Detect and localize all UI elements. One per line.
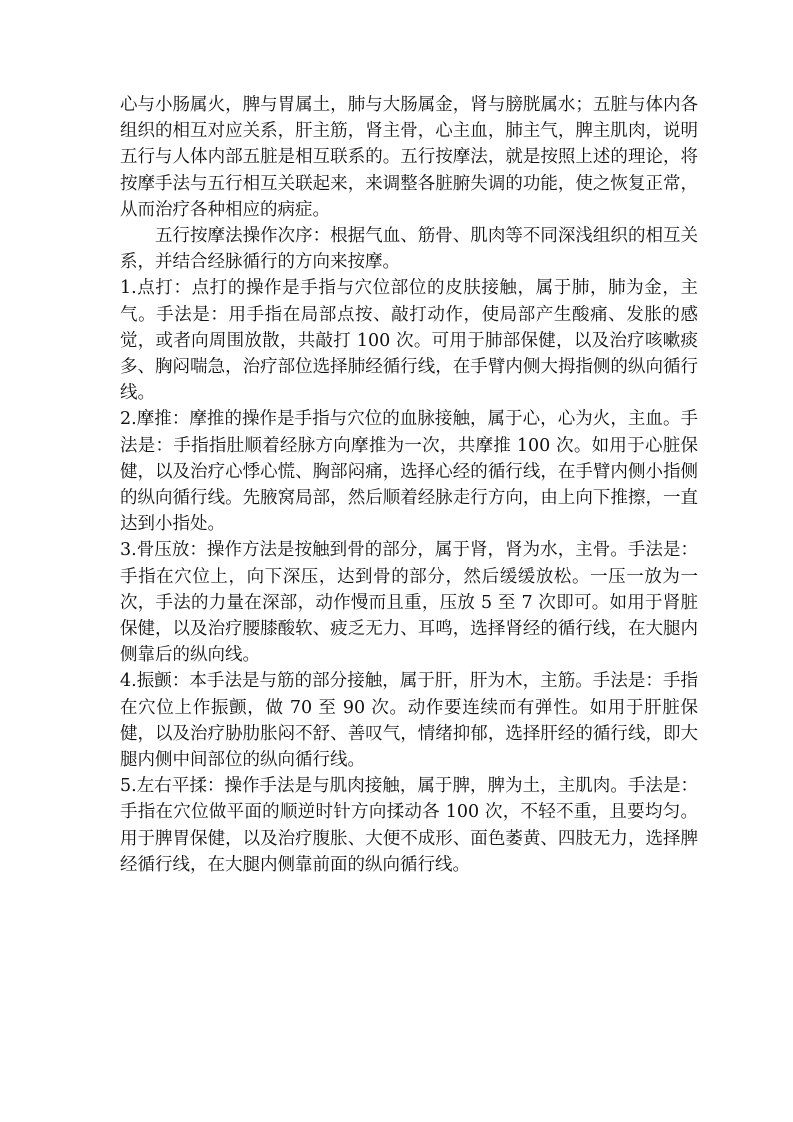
technique-bone-press: 3.骨压放：操作方法是按触到骨的部分，属于肾，肾为水，主骨。手法是：手指在穴位上，向下深压，达到骨的部分，然后缓缓放松。一压一放为一次，手法的力量在深部，动作慢而且重，压放 5 至 7 次即可。如用于肾脏保健，以及治疗腰膝酸软、疲乏无力、耳鸣，选择肾经的循行线，在大腿内侧靠后的纵向线。: [120, 540, 698, 666]
sequence-paragraph: 五行按摩法操作次序：根据气血、筋骨、肌肉等不同深浅组织的相互关系，并结合经脉循行的方向来按摩。: [120, 226, 698, 273]
technique-rub-push: 2.摩推：摩推的操作是手指与穴位的血脉接触，属于心，心为火，主血。手法是：手指指肚顺着经脉方向摩推为一次，共摩推 100 次。如用于心脏保健，以及治疗心悸心慌、胸部闷痛，选择心经的循行线，在手臂内侧小指侧的纵向循行线。先腋窝局部，然后顺着经脉走行方向，由上向下推擦，一直达到小指处。: [120, 409, 698, 535]
document-body: [120, 92, 698, 878]
technique-point-tap: 1.点打：点打的操作是手指与穴位部位的皮肤接触，属于肺，肺为金，主气。手法是：用手指在局部点按、敲打动作，使局部产生酸痛、发胀的感觉，或者向周围放散，共敲打 100 次。可用于肺部保健，以及治疗咳嗽痰多、胸闷喘急，治疗部位选择肺经循行线，在手臂内侧大拇指侧的纵向循行线。: [120, 278, 698, 404]
technique-flat-knead: 5.左右平揉：操作手法是与肌肉接触，属于脾，脾为土，主肌肉。手法是：手指在穴位做平面的顺逆时针方向揉动各 100 次，不轻不重，且要均匀。用于脾胃保健，以及治疗腹胀、大便不成形、面色萎黄、四肢无力，选择脾经循行线，在大腿内侧靠前面的纵向循行线。: [120, 776, 698, 875]
technique-vibrate: 4.振颤：本手法是与筋的部分接触，属于肝，肝为木，主筋。手法是：手指在穴位上作振颤，做 70 至 90 次。动作要连续而有弹性。如用于肝脏保健，以及治疗胁肋胀闷不舒、善叹气，情绪抑郁，选择肝经的循行线，即大腿内侧中间部位的纵向循行线。: [120, 671, 698, 771]
intro-paragraph: 心与小肠属火，脾与胃属土，肺与大肠属金，肾与膀胱属水；五脏与体内各组织的相互对应关系，肝主筋，肾主骨，心主血，肺主气，脾主肌肉，说明五行与人体内部五脏是相互联系的。五行按摩法，就是按照上述的理论，将按摩手法与五行相互关联起来，来调整各脏腑失调的功能，使之恢复正常，从而治疗各种相应的病症。: [120, 95, 698, 220]
